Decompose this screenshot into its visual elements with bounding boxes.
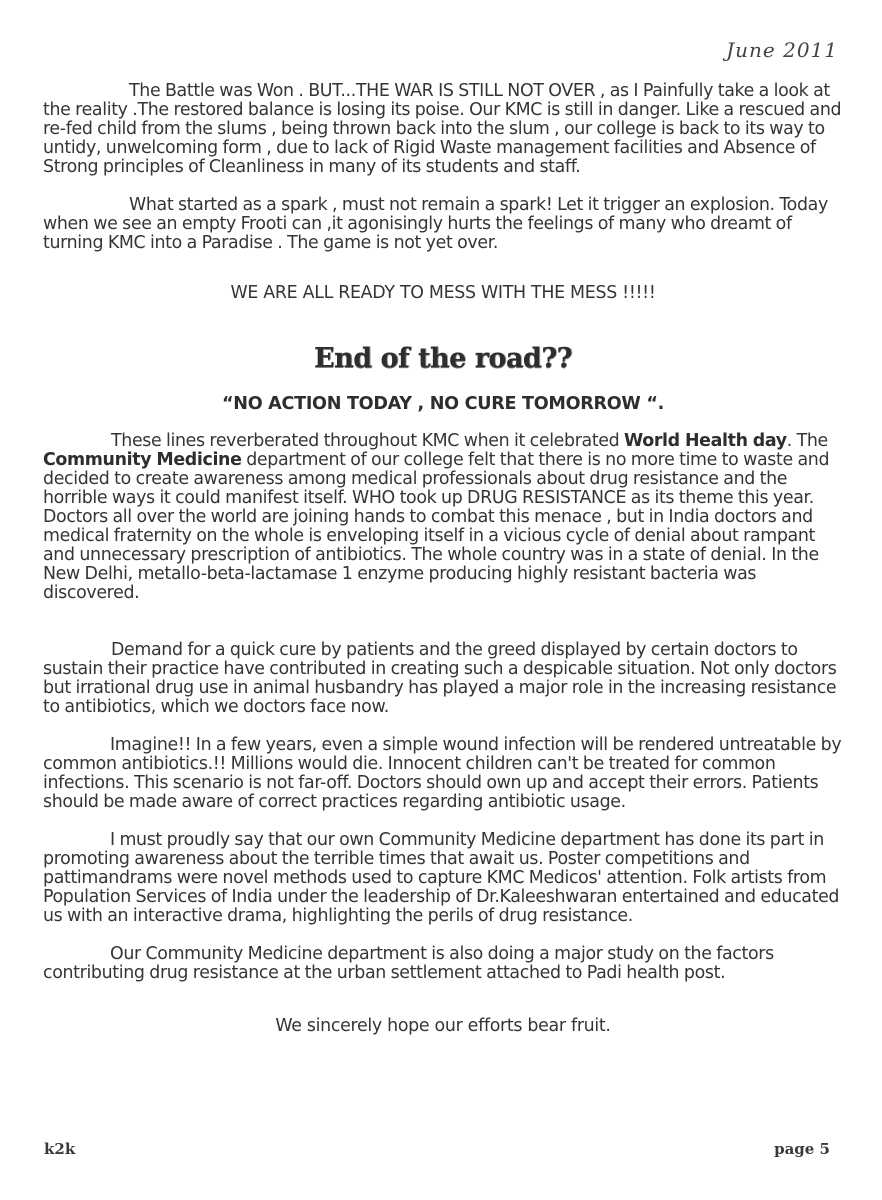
- article-paragraph-3: [43, 736, 843, 812]
- article-paragraph-5-text: Our Community Medicine department is also doing a major study on the factors contributing drug resistance at the urban settlement attached to Padi health post.: [43, 944, 774, 983]
- article-paragraph-5: [43, 945, 843, 983]
- article-paragraph-1: [43, 432, 843, 603]
- rallying-line: WE ARE ALL READY TO MESS WITH THE MESS !!!!!: [230, 283, 656, 303]
- p3-text-e: department of our college felt that there is no more time to waste and decided to create awareness among medical professionals about drug resistance and the horrible ways it could manifest itself. WHO took up DRUG RESISTANCE as its theme this year. Doctors all over the world are joining hands to combat this menace , but in India doctors and medical fraternity on the whole is enveloping itself in a vicious cycle of denial about rampant and unnecessary prescription of antibiotics. The whole country was in a state of denial. In the New Delhi, metallo-beta-lactamase 1 enzyme producing highly resistant bacteria was discovered.: [43, 450, 830, 603]
- closing-line: We sincerely hope our efforts bear fruit.: [275, 1016, 611, 1036]
- footer-page-number: page 5: [774, 1140, 830, 1158]
- world-health-day-bold: World Health day: [624, 431, 787, 451]
- article-paragraph-3-text: Imagine!! In a few years, even a simple wound infection will be rendered untreatable by common antibiotics.!! Millions would die. Innocent children can't be treated for common infections. This scenario is not far-off. Doctors should own up and accept their errors. Patients should be made aware of correct practices regarding antibiotic usage.: [43, 735, 842, 812]
- footer-publication-mark: k2k: [44, 1140, 76, 1158]
- intro-paragraph-1-text: The Battle was Won . BUT...THE WAR IS STILL NOT OVER , as I Painfully take a look at the reality .The restored balance is losing its poise. Our KMC is still in danger. Like a rescued and re-fed child from the slums , being thrown back into the slum , our college is back to its way to untidy, unwelcoming form , due to lack of Rigid Waste management facilities and Absence of Strong principles of Cleanliness in many of its students and staff.: [43, 81, 842, 177]
- article-title: End of the road??: [314, 343, 572, 374]
- article-paragraph-4: [43, 831, 843, 926]
- p3-text-a: These lines reverberated throughout KMC when it celebrated: [111, 431, 625, 451]
- p3-text-c: . The: [786, 431, 828, 451]
- intro-paragraph-2-text: What started as a spark , must not remain a spark! Let it trigger an explosion. Today when we see an empty Frooti can ,it agonisingly hurts the feelings of many who dreamt of turning KMC into a Paradise . The game is not yet over.: [43, 195, 828, 253]
- intro-paragraph-1: [43, 82, 843, 177]
- article-slogan: “NO ACTION TODAY , NO CURE TOMORROW “.: [222, 394, 664, 414]
- page-body: [43, 82, 843, 1036]
- community-medicine-bold: Community Medicine: [43, 450, 242, 470]
- intro-paragraph-2: [43, 196, 843, 253]
- article-paragraph-2: [43, 641, 843, 717]
- article-paragraph-4-text: I must proudly say that our own Community Medicine department has done its part in promoting awareness about the terrible times that await us. Poster competitions and pattimandrams were novel methods used to capture KMC Medicos' attention. Folk artists from Population Services of India under the leadership of Dr.Kaleeshwaran entertained and educated us with an interactive drama, highlighting the perils of drug resistance.: [43, 830, 840, 926]
- issue-date: June 2011: [726, 38, 838, 62]
- article-paragraph-2-text: Demand for a quick cure by patients and the greed displayed by certain doctors to sustain their practice have contributed in creating such a despicable situation. Not only doctors but irrational drug use in animal husbandry has played a major role in the increasing resistance to antibiotics, which we doctors face now.: [43, 640, 837, 717]
